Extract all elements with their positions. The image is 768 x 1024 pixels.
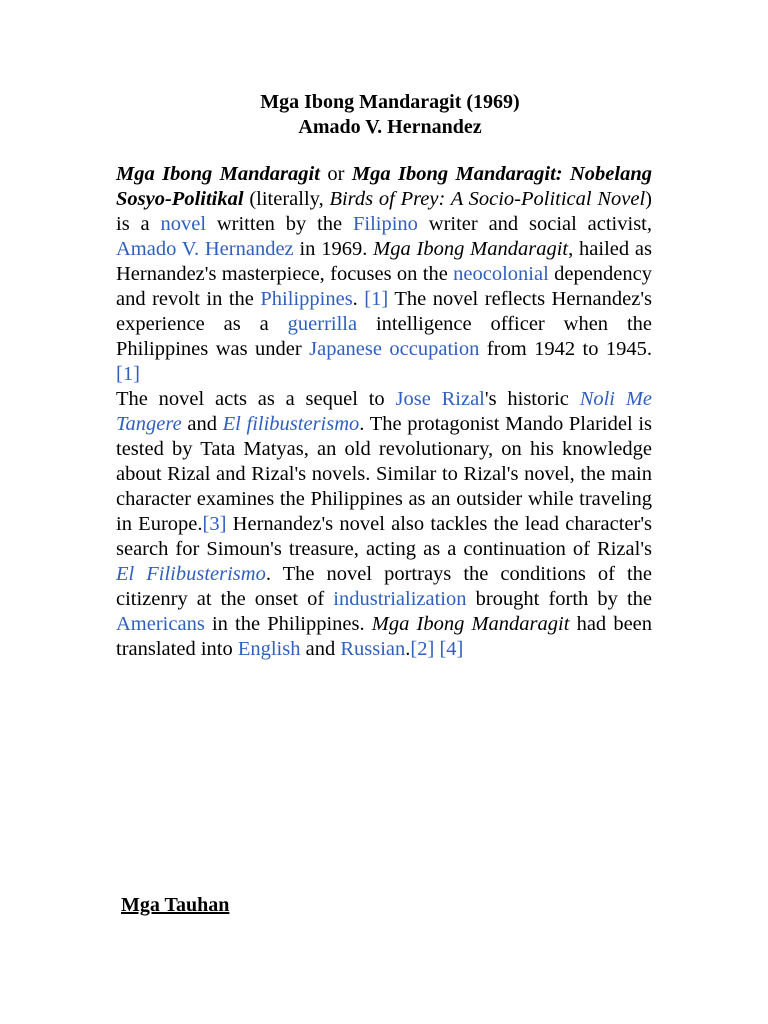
body-text: written by the [206, 213, 353, 235]
body-text: or [319, 163, 352, 185]
body-text: Hernandez's novel also tackles the lead character's search for Simoun's treasure, acting as a continuation of Rizal's [116, 513, 652, 560]
link-jose-rizal[interactable]: Jose Rizal [395, 388, 485, 410]
body-text: . The novel portrays the conditions of the citizenry at the onset of [116, 563, 652, 610]
link-industrialization[interactable]: industrialization [333, 588, 467, 610]
document-body [116, 162, 652, 662]
body-text: writer and social activist, [417, 213, 652, 235]
body-text: in 1969. [293, 238, 374, 260]
body-text: from 1942 to 1945. [479, 338, 653, 360]
citation-link-2[interactable]: [2] [410, 638, 435, 660]
link-filipino[interactable]: Filipino [353, 213, 418, 235]
body-text: in the Philippines. [204, 613, 372, 635]
novel-title-text: Mga Ibong Mandaragit [371, 613, 570, 635]
body-text: (literally, [243, 188, 330, 210]
body-text: 's historic [484, 388, 580, 410]
body-text: and [181, 413, 223, 435]
body-text: . The protagonist Mando Plaridel is tested by Tata Matyas, an old revolutionary, on his knowledge about Rizal and Rizal's novels. Similar to Rizal's novel, the main character examines the Philippines as an outsider while traveling in Europe. [116, 413, 652, 535]
body-text: brought forth by the [466, 588, 652, 610]
citation-link-4[interactable]: [4] [439, 638, 464, 660]
novel-title-text: Mga Ibong Mandaragit [116, 163, 320, 185]
link-philippines[interactable]: Philippines [260, 288, 353, 310]
link-novel[interactable]: novel [160, 213, 207, 235]
body-text: . [352, 288, 365, 310]
english-title-text: Birds of Prey: A Socio-Political Novel [329, 188, 646, 210]
link-japanese-occupation[interactable]: Japanese occupation [309, 338, 480, 360]
document-title: Mga Ibong Mandaragit (1969) [260, 91, 520, 113]
novel-title-text: Mga Ibong Mandaragit [373, 238, 569, 260]
paragraph-intro [116, 162, 652, 387]
link-guerrilla[interactable]: guerrilla [287, 313, 358, 335]
link-russian[interactable]: Russian [340, 638, 406, 660]
link-el-filibusterismo[interactable]: El Filibusterismo [116, 563, 266, 585]
link-amado-hernandez[interactable]: Amado V. Hernandez [116, 238, 294, 260]
document-author: Amado V. Hernandez [298, 116, 482, 138]
body-text: and [300, 638, 341, 660]
link-americans[interactable]: Americans [116, 613, 205, 635]
citation-link-3[interactable]: [3] [202, 513, 227, 535]
body-text: The novel acts as a sequel to [116, 388, 396, 410]
body-text: The novel reflects Hernandez's experience as a [116, 288, 653, 335]
body-text: dependency and revolt in the [116, 263, 652, 310]
body-text: had been translated into [116, 613, 653, 660]
link-noli-me-tangere[interactable]: Noli Me Tangere [116, 388, 652, 435]
body-text: . [405, 638, 411, 660]
body-text: intelligence officer when the Philippines was under [116, 313, 652, 360]
body-text: , hailed as Hernandez's masterpiece, focuses on the [116, 238, 652, 285]
paragraph-sequel [116, 387, 652, 662]
link-english[interactable]: English [237, 638, 301, 660]
citation-link-1[interactable]: [1] [364, 288, 389, 310]
link-neocolonial[interactable]: neocolonial [453, 263, 549, 285]
citation-link-1[interactable]: [1] [116, 363, 140, 385]
link-el-filibusterismo[interactable]: El filibusterismo [222, 413, 360, 435]
section-heading-characters: Mga Tauhan [121, 894, 230, 916]
novel-full-title-text: Mga Ibong Mandaragit: Nobelang Sosyo-Politikal [116, 163, 653, 210]
body-text: ) is a [116, 188, 652, 235]
